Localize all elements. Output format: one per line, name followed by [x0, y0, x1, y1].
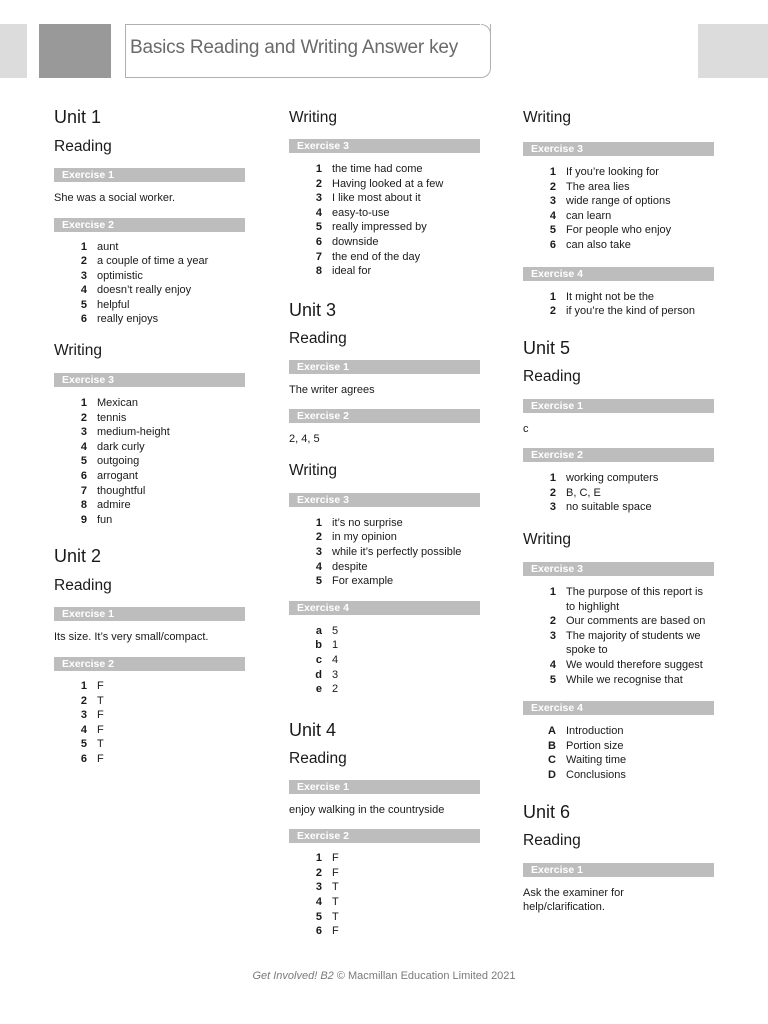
item-number: 4 [80, 723, 87, 736]
item-letter: D [548, 768, 556, 781]
item-text: T [332, 881, 339, 894]
item-number: 6 [80, 313, 87, 326]
u3-exercise-1-bar: Exercise 1 [289, 360, 480, 374]
u1-ex2-list [54, 240, 246, 328]
list-item [523, 629, 715, 658]
exercise-3-bar: Exercise 3 [289, 139, 480, 153]
item-letter: B [548, 739, 556, 752]
item-number: 2 [549, 305, 556, 318]
list-item [289, 250, 481, 265]
item-text: tennis [97, 411, 127, 424]
item-text: T [332, 895, 339, 908]
item-number: 3 [315, 545, 322, 558]
item-text: F [97, 752, 104, 765]
list-item [289, 191, 481, 206]
list-item [523, 768, 715, 783]
item-number: 3 [549, 629, 556, 642]
item-number: 6 [315, 235, 322, 248]
item-number: 6 [80, 470, 87, 483]
item-number: 2 [315, 866, 322, 879]
item-text: in my opinion [332, 531, 397, 544]
u4-exercise-2-bar: Exercise 2 [289, 829, 480, 843]
list-item [523, 194, 715, 209]
list-item [54, 396, 246, 411]
unit-6-reading-heading: Reading [523, 831, 581, 849]
footer-rights: © Macmillan Education Limited 2021 [333, 970, 516, 982]
list-item [523, 223, 715, 238]
u5-exercise-2-bar: Exercise 2 [523, 448, 714, 462]
list-item [54, 283, 246, 298]
item-number: 1 [315, 163, 322, 175]
item-text: While we recognise that [566, 673, 683, 686]
list-item [289, 624, 481, 639]
unit-1-heading: Unit 1 [54, 107, 102, 127]
list-item [523, 673, 715, 688]
item-number: 5 [315, 221, 322, 234]
list-item [289, 866, 481, 881]
list-item [523, 500, 715, 515]
item-text: F [332, 925, 339, 938]
list-item [54, 723, 246, 738]
item-text: aunt [97, 240, 119, 253]
list-item [523, 471, 715, 486]
list-item [289, 682, 481, 697]
u5-exercise-3-bar: Exercise 3 [523, 562, 714, 576]
list-item [289, 851, 481, 866]
writing-heading: Writing [523, 109, 571, 126]
item-number: 6 [80, 752, 87, 765]
item-number: 4 [549, 209, 556, 222]
list-item [289, 545, 481, 560]
list-item [289, 880, 481, 895]
list-item [523, 486, 715, 501]
list-item [289, 530, 481, 545]
list-item [289, 653, 481, 668]
header-dark-box [39, 24, 111, 78]
unit-5-reading-heading: Reading [523, 367, 581, 385]
item-text: working computers [566, 472, 659, 485]
item-text: thoughtful [97, 484, 146, 497]
list-item [523, 290, 715, 305]
list-item [54, 484, 246, 499]
u3-exercise-2-bar: Exercise 2 [289, 409, 480, 423]
item-number: 3 [80, 709, 87, 722]
unit-4-heading: Unit 4 [289, 719, 337, 740]
item-letter: b [315, 639, 322, 652]
item-number: 2 [315, 177, 322, 190]
list-item [523, 304, 715, 319]
list-item [523, 658, 715, 673]
u4-ex1-answer: enjoy walking in the countryside [289, 803, 445, 816]
list-item [289, 668, 481, 683]
u3-exercise-3-bar: Exercise 3 [289, 493, 480, 507]
u3-ex2-answer: 2, 4, 5 [289, 433, 320, 446]
item-number: 4 [315, 895, 322, 908]
item-text: Mexican [97, 397, 138, 410]
item-number: 1 [315, 516, 322, 529]
header-title-box [125, 24, 491, 78]
item-number: 3 [549, 195, 556, 208]
item-letter: c [315, 653, 322, 666]
list-item [523, 724, 715, 739]
item-text: doesn’t really enjoy [97, 284, 192, 297]
item-text: arrogant [97, 470, 138, 483]
item-number: 2 [549, 180, 556, 193]
u2-ex2-list [54, 679, 246, 767]
item-text: fun [97, 513, 113, 526]
item-number: 4 [315, 560, 322, 573]
item-text: For people who enjoy [566, 224, 672, 237]
list-item [54, 425, 246, 440]
item-text: Portion size [566, 739, 624, 752]
list-item [54, 269, 246, 284]
ex3-list [523, 165, 715, 253]
list-item [289, 910, 481, 925]
list-item [523, 180, 715, 195]
item-number: 1 [549, 586, 556, 599]
item-text: optimistic [97, 269, 143, 282]
unit-5-writing-heading: Writing [523, 531, 571, 549]
item-text: 4 [332, 653, 339, 666]
item-number: 4 [315, 206, 322, 219]
u3-ex1-answer: The writer agrees [289, 383, 375, 396]
item-letter: A [548, 725, 556, 738]
u1-ex1-answer: She was a social worker. [54, 192, 176, 204]
list-item [54, 411, 246, 426]
item-number: 4 [80, 284, 87, 297]
list-item [523, 614, 715, 629]
item-text: For example [332, 575, 394, 588]
item-text: T [97, 694, 104, 707]
list-item [289, 924, 481, 939]
list-item [523, 739, 715, 754]
list-item [54, 737, 246, 752]
unit-3-writing-heading: Writing [289, 461, 337, 479]
item-number: 2 [315, 531, 322, 544]
item-text: Having looked at a few [332, 177, 444, 190]
item-number: 7 [80, 484, 87, 497]
u2-ex1-answer: Its size. It’s very small/compact. [54, 631, 209, 644]
item-text: admire [97, 499, 131, 512]
item-number: 1 [315, 852, 322, 865]
unit-2-reading-heading: Reading [54, 577, 112, 595]
u5-ex3-list [523, 585, 715, 687]
item-text: medium-height [97, 426, 170, 439]
column-3 [523, 100, 715, 915]
list-item [54, 469, 246, 484]
list-item [289, 220, 481, 235]
item-text: despite [332, 560, 368, 573]
unit-4-reading-heading: Reading [289, 749, 347, 767]
header-left-tab [0, 24, 27, 78]
u6-ex1-answer: Ask the examiner for help/clarification. [523, 886, 624, 914]
ex3-list [289, 162, 481, 279]
list-item [289, 895, 481, 910]
item-number: 3 [549, 501, 556, 514]
item-number: 2 [549, 615, 556, 628]
u2-exercise-1-bar: Exercise 1 [54, 607, 245, 621]
item-text: Conclusions [566, 768, 626, 781]
item-text: 1 [332, 639, 339, 652]
item-number: 2 [549, 486, 556, 499]
item-number: 1 [549, 166, 556, 178]
u1-exercise-1-bar: Exercise 1 [54, 168, 245, 182]
item-letter: e [315, 683, 322, 696]
unit-3-heading: Unit 3 [289, 299, 337, 320]
item-number: 2 [80, 411, 87, 424]
unit-6-heading: Unit 6 [523, 801, 571, 822]
u4-ex2-list [289, 851, 481, 939]
item-number: 3 [80, 426, 87, 439]
header-right-tab [698, 24, 768, 78]
item-text: 2 [332, 683, 339, 696]
list-item [289, 574, 481, 589]
item-number: 1 [549, 472, 556, 485]
u4-exercise-1-bar: Exercise 1 [289, 780, 480, 794]
item-number: 5 [315, 575, 322, 588]
item-number: 2 [80, 255, 87, 268]
u6-exercise-1-bar: Exercise 1 [523, 863, 714, 877]
item-text: F [97, 679, 104, 692]
u5-ex2-list [523, 471, 715, 515]
item-number: 8 [315, 265, 322, 278]
item-text: It might not be the [566, 290, 655, 303]
item-text: can learn [566, 209, 612, 222]
u1-ex3-list [54, 396, 246, 527]
list-item [523, 238, 715, 253]
u1-exercise-3-bar: Exercise 3 [54, 373, 245, 387]
list-item [523, 753, 715, 768]
list-item [54, 454, 246, 469]
item-text: outgoing [97, 455, 140, 468]
page-title: Basics Reading and Writing Answer key [130, 37, 459, 58]
ex4-list [523, 290, 715, 319]
item-letter: d [315, 668, 322, 681]
item-text: really enjoys [97, 313, 159, 326]
u1-exercise-2-bar: Exercise 2 [54, 218, 245, 232]
list-item [289, 162, 481, 177]
list-item [54, 240, 246, 255]
item-text: F [97, 723, 104, 736]
item-number: 3 [315, 881, 322, 894]
u3-ex3-list [289, 516, 481, 589]
item-text: I like most about it [332, 192, 421, 205]
item-text: ideal for [332, 265, 372, 278]
item-text: We would therefore suggest [566, 659, 703, 671]
u3-exercise-4-bar: Exercise 4 [289, 601, 480, 615]
item-number: 5 [549, 673, 556, 686]
item-text: 5 [332, 624, 339, 637]
item-text: B, C, E [566, 486, 601, 499]
u5-ex4-list [523, 724, 715, 782]
u3-ex4-list [289, 624, 481, 697]
item-number: 1 [549, 290, 556, 303]
item-number: 5 [80, 298, 87, 311]
item-number: 5 [549, 224, 556, 237]
list-item [54, 440, 246, 455]
list-item [523, 165, 715, 180]
u2-exercise-2-bar: Exercise 2 [54, 657, 245, 671]
item-text: If you’re looking for [566, 166, 659, 178]
item-text: while it’s perfectly possible [332, 545, 462, 558]
unit-3-reading-heading: Reading [289, 329, 347, 347]
list-item [54, 513, 246, 528]
item-text: can also take [566, 238, 631, 251]
item-number: 7 [315, 250, 322, 263]
item-text: the end of the day [332, 250, 421, 263]
item-number: 9 [80, 513, 87, 526]
list-item [54, 298, 246, 313]
item-text: wide range of options [566, 195, 671, 208]
item-number: 6 [315, 925, 322, 938]
footer-copyright [0, 970, 768, 982]
list-item [289, 638, 481, 653]
unit-2-heading: Unit 2 [54, 546, 102, 567]
item-text: F [332, 866, 339, 879]
list-item [289, 177, 481, 192]
item-number: 5 [80, 455, 87, 468]
list-item [54, 254, 246, 269]
column-1 [54, 100, 246, 766]
item-number: 4 [549, 659, 556, 671]
item-text: Introduction [566, 725, 624, 738]
list-item [289, 560, 481, 575]
footer-book-title: Get Involved! B2 [252, 970, 334, 982]
exercise-3-bar: Exercise 3 [523, 142, 714, 156]
list-item [54, 752, 246, 767]
item-text: F [97, 709, 104, 722]
u5-exercise-1-bar: Exercise 1 [523, 399, 714, 413]
list-item [54, 694, 246, 709]
item-text: The purpose of this report is to highlight [566, 586, 703, 613]
list-item [54, 498, 246, 513]
item-text: no suitable space [566, 501, 652, 514]
list-item [54, 708, 246, 723]
item-number: 4 [80, 440, 87, 453]
item-number: 1 [80, 240, 87, 253]
item-number: 3 [80, 269, 87, 282]
unit-5-heading: Unit 5 [523, 337, 571, 358]
list-item [54, 679, 246, 694]
item-number: 8 [80, 499, 87, 512]
list-item [523, 585, 715, 614]
item-text: the time had come [332, 163, 423, 175]
item-text: 3 [332, 668, 339, 681]
list-item [289, 235, 481, 250]
column-2 [289, 100, 481, 939]
item-text: it’s no surprise [332, 516, 403, 529]
item-text: The area lies [566, 180, 630, 193]
item-letter: a [315, 624, 322, 637]
list-item [289, 264, 481, 279]
list-item [289, 206, 481, 221]
list-item [523, 209, 715, 224]
item-text: really impressed by [332, 221, 427, 234]
list-item [289, 516, 481, 531]
item-text: T [332, 910, 339, 923]
item-text: helpful [97, 298, 130, 311]
item-number: 5 [315, 910, 322, 923]
item-text: a couple of time a year [97, 255, 209, 268]
item-text: easy-to-use [332, 206, 390, 219]
item-text: Waiting time [566, 754, 627, 767]
item-text: dark curly [97, 440, 145, 453]
item-text: if you’re the kind of person [566, 305, 696, 318]
item-text: T [97, 738, 104, 751]
unit-1-writing-heading: Writing [54, 342, 102, 360]
item-number: 2 [80, 694, 87, 707]
u5-ex1-answer: c [523, 422, 529, 435]
exercise-4-bar: Exercise 4 [523, 267, 714, 281]
list-item [54, 312, 246, 327]
item-text: Our comments are based on [566, 615, 706, 628]
writing-heading: Writing [289, 109, 337, 126]
item-letter: C [548, 754, 556, 767]
item-text: F [332, 852, 339, 865]
item-number: 1 [80, 397, 87, 410]
item-number: 1 [80, 679, 87, 692]
item-number: 5 [80, 738, 87, 751]
item-number: 6 [549, 238, 556, 251]
item-number: 3 [315, 192, 322, 205]
unit-1-reading-heading: Reading [54, 138, 112, 155]
item-text: The majority of students we spoke to [566, 629, 701, 657]
item-text: downside [332, 235, 379, 248]
u5-exercise-4-bar: Exercise 4 [523, 701, 714, 715]
